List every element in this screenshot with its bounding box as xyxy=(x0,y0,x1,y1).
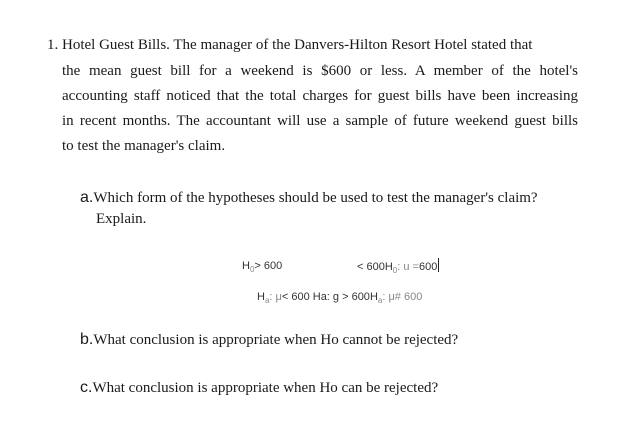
part-a-line-1 xyxy=(80,189,538,207)
question-number: 1. xyxy=(47,37,59,53)
question-line-3: accounting staff noticed that the total charges for guest bills have been increasing xyxy=(62,88,578,104)
part-b xyxy=(80,331,458,349)
part-b-letter: b. xyxy=(80,331,94,348)
question-line-4: in recent months. The accountant will use a sample of future weekend guest bills xyxy=(62,113,578,129)
question-line-5: to test the manager's claim. xyxy=(62,138,226,154)
question-text-1: Hotel Guest Bills. The manager of the Danvers-Hilton Resort Hotel stated that xyxy=(62,37,533,53)
part-a-line-2: Explain. xyxy=(96,211,147,227)
part-a-text: Which form of the hypotheses should be used to test the manager's claim? xyxy=(93,190,538,206)
question-line-2: the mean guest bill for a weekend is $600 or less. A member of the hotel's xyxy=(62,63,578,79)
hypothesis-options-row-2: $H_a$: μ< 600 Ha: $g > 600H_a$: μ# 600 xyxy=(257,291,423,306)
hypothesis-option-1: $H_0> 600$ xyxy=(242,260,283,275)
part-b-text: What conclusion is appropriate when Ho cannot be rejected? xyxy=(93,332,459,348)
part-c xyxy=(80,379,438,397)
part-c-text: What conclusion is appropriate when Ho can be rejected? xyxy=(92,380,439,396)
part-c-letter: c. xyxy=(80,379,93,396)
hypothesis-option-2: < $600H_0$: u =600 xyxy=(357,258,439,275)
part-a-letter: a. xyxy=(80,189,94,206)
question-line-1 xyxy=(47,38,532,53)
text-cursor xyxy=(438,258,439,272)
